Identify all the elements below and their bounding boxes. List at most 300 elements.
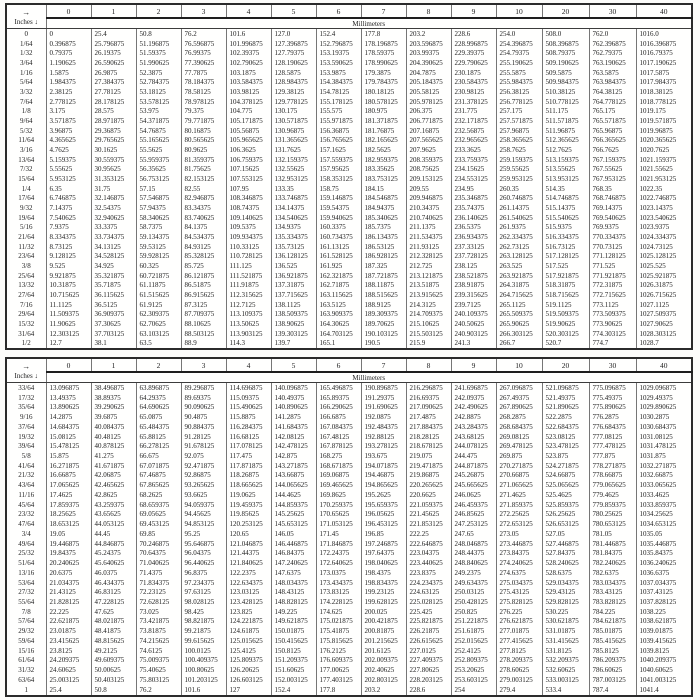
mm-value-cell: 20.6375	[46, 568, 91, 578]
mm-value-cell: 106.3625	[226, 145, 271, 155]
mm-value-cell: 236.934375	[451, 232, 496, 242]
mm-value-cell: 138.90625	[271, 319, 316, 329]
mm-value-cell: 211.93125	[406, 242, 451, 252]
mm-value-cell: 22.621875	[46, 617, 91, 627]
mm-value-cell: 85.725	[181, 261, 226, 271]
column-header-inches: 30	[589, 4, 636, 18]
table-row	[6, 271, 692, 281]
mm-value-cell: 163.5125	[316, 300, 361, 310]
mm-value-cell: 261.9375	[496, 222, 542, 232]
inch-fraction-label: 1/32	[20, 49, 33, 58]
mm-value-cell: 156.765625	[316, 135, 361, 145]
mm-value-cell: 175.41875	[316, 626, 361, 636]
mm-value-cell: 233.759375	[451, 155, 496, 165]
mm-value-cell: 769.14375	[589, 203, 636, 213]
mm-value-cell: 778.271875	[589, 461, 636, 471]
mm-value-cell: 209.153125	[406, 174, 451, 184]
mm-value-cell: 1031.875	[636, 451, 692, 461]
mm-value-cell: 508.0	[542, 29, 589, 39]
mm-value-cell: 1025.921875	[636, 271, 692, 281]
mm-value-cell: 776.684375	[589, 422, 636, 432]
mm-value-cell: 198.834375	[361, 578, 406, 588]
mm-value-cell: 1029.49375	[636, 393, 692, 403]
mm-value-cell: 252.015625	[451, 636, 496, 646]
mm-value-cell: 94.059375	[181, 500, 226, 510]
mm-value-cell: 114.696875	[226, 383, 271, 393]
mm-value-cell: 769.540625	[589, 213, 636, 223]
mm-value-cell: 189.70625	[361, 319, 406, 329]
mm-value-cell: 1030.684375	[636, 422, 692, 432]
mm-value-cell: 185.340625	[361, 213, 406, 223]
mm-value-cell: 264.31875	[496, 280, 542, 290]
inch-fraction-label: 5/32	[20, 126, 33, 135]
mm-value-cell: 138.509375	[271, 309, 316, 319]
mm-value-cell: 195.659375	[361, 500, 406, 510]
mm-value-cell: 23.415625	[46, 636, 91, 646]
mm-value-cell: 1032.271875	[636, 461, 692, 471]
mm-value-cell: 109.934375	[226, 232, 271, 242]
mm-value-cell: 257.571875	[496, 116, 542, 126]
mm-value-cell: 1028.7	[636, 339, 692, 350]
mm-value-cell: 49.2125	[91, 646, 136, 656]
mm-value-cell: 137.715625	[271, 290, 316, 300]
mm-value-cell: 774.303125	[589, 329, 636, 339]
mm-value-cell: 251.221875	[451, 617, 496, 627]
mm-value-cell: 145.25625	[271, 510, 316, 520]
mm-value-cell: 27.384375	[91, 77, 136, 87]
mm-value-cell: 1017.190625	[636, 58, 692, 68]
mm-value-cell: 529.43125	[542, 587, 589, 597]
mm-value-cell: 13.890625	[46, 402, 91, 412]
mm-value-cell: 198.4375	[361, 568, 406, 578]
mm-value-cell: 79.375	[181, 106, 226, 116]
mm-value-cell: 9.525	[46, 261, 91, 271]
column-header-inches: 2	[136, 4, 181, 18]
mm-value-cell: 237.728125	[451, 251, 496, 261]
mm-value-cell: 1041.4	[636, 685, 692, 696]
mm-value-cell: 768.35	[589, 184, 636, 194]
table-row	[6, 402, 692, 412]
mm-value-cell: 225.425	[406, 607, 451, 617]
mm-value-cell: 104.378125	[226, 97, 271, 107]
mm-value-cell: 121.840625	[226, 558, 271, 568]
column-header-inches: 9	[451, 358, 496, 372]
mm-value-cell: 1028.303125	[636, 329, 692, 339]
mm-value-cell: 153.9875	[316, 68, 361, 78]
mm-value-cell: 174.625	[316, 607, 361, 617]
mm-value-cell: 1029.096875	[636, 383, 692, 393]
table-row	[6, 646, 692, 656]
table-row	[6, 48, 692, 58]
mm-value-cell: 1039.01875	[636, 626, 692, 636]
mm-value-cell: 270.66875	[496, 471, 542, 481]
mm-value-cell: 153.590625	[316, 58, 361, 68]
mm-value-cell: 6.35	[46, 184, 91, 194]
inch-fraction-label: 7/8	[21, 607, 31, 616]
mm-value-cell: 238.125	[451, 261, 496, 271]
mm-value-cell: 188.11875	[361, 280, 406, 290]
mm-value-cell: 1.190625	[46, 58, 91, 68]
table-row	[6, 587, 692, 597]
mm-value-cell: 520.7	[542, 339, 589, 350]
mm-value-cell: 138.1125	[271, 300, 316, 310]
mm-value-cell: 84.534375	[181, 232, 226, 242]
mm-value-cell: 1032.66875	[636, 471, 692, 481]
mm-value-cell: 772.715625	[589, 290, 636, 300]
mm-value-cell: 1017.984375	[636, 77, 692, 87]
mm-value-cell: 67.46875	[136, 471, 181, 481]
mm-value-cell: 92.075	[181, 451, 226, 461]
mm-value-cell: 268.2875	[496, 412, 542, 422]
millimeters-unit-label: Millimeters	[46, 372, 692, 383]
mm-value-cell: 241.696875	[451, 383, 496, 393]
mm-value-cell: 764.38125	[589, 87, 636, 97]
mm-value-cell: 200.421875	[361, 617, 406, 627]
mm-value-cell: 1019.96875	[636, 126, 692, 136]
mm-value-cell: 139.303125	[271, 329, 316, 339]
mm-value-cell: 132.159375	[271, 155, 316, 165]
mm-value-cell: 1027.509375	[636, 309, 692, 319]
inch-fraction-label: 23/32	[18, 510, 35, 519]
mm-value-cell: 155.575	[316, 106, 361, 116]
mm-value-cell: 41.275	[91, 451, 136, 461]
mm-value-cell: 71.4375	[136, 568, 181, 578]
mm-value-cell: 50.8	[91, 685, 136, 696]
table-row	[6, 510, 692, 520]
mm-value-cell: 783.828125	[589, 597, 636, 607]
mm-value-cell: 0.396875	[46, 39, 91, 49]
mm-value-cell: 527.05	[542, 529, 589, 539]
inch-fraction-label: 29/32	[18, 627, 35, 636]
mm-value-cell: 75.40625	[136, 665, 181, 675]
mm-value-cell: 42.8625	[91, 490, 136, 500]
mm-value-cell: 11.90625	[46, 319, 91, 329]
mm-value-cell: 87.3125	[181, 300, 226, 310]
mm-value-cell: 80.9625	[181, 145, 226, 155]
mm-value-cell: 31.353125	[91, 174, 136, 184]
mm-value-cell: 146.84375	[271, 548, 316, 558]
mm-value-cell: 1021.55625	[636, 164, 692, 174]
table-row	[6, 626, 692, 636]
mm-value-cell: 217.4875	[406, 412, 451, 422]
mm-value-cell: 24.60625	[46, 665, 91, 675]
inch-fraction-label: 41/64	[18, 461, 35, 470]
inch-fraction-label: 55/64	[18, 598, 35, 607]
table-row	[6, 329, 692, 339]
mm-value-cell: 1040.209375	[636, 656, 692, 666]
mm-value-cell: 127.79375	[271, 48, 316, 58]
mm-value-cell: 120.253125	[226, 519, 271, 529]
mm-value-cell: 187.325	[361, 261, 406, 271]
inch-fraction-label: 5/8	[21, 452, 31, 460]
mm-value-cell: 515.540625	[542, 213, 589, 223]
mm-value-cell: 269.08125	[496, 432, 542, 442]
mm-value-cell: 134.9375	[271, 222, 316, 232]
mm-value-cell: 214.3125	[406, 300, 451, 310]
mm-value-cell: 91.28125	[181, 432, 226, 442]
mm-value-cell: 86.915625	[181, 290, 226, 300]
mm-value-cell: 218.678125	[406, 441, 451, 451]
mm-value-cell: 229.790625	[451, 58, 496, 68]
mm-value-cell: 529.034375	[542, 578, 589, 588]
mm-value-cell: 99.21875	[181, 626, 226, 636]
mm-value-cell: 197.64375	[361, 548, 406, 558]
mm-value-cell: 164.703125	[316, 329, 361, 339]
mm-value-cell: 73.421875	[136, 617, 181, 627]
mm-value-cell: 767.159375	[589, 155, 636, 165]
mm-value-cell: 39.6875	[91, 412, 136, 422]
mm-value-cell: 177.8	[316, 685, 361, 696]
mm-value-cell: 67.865625	[136, 480, 181, 490]
mm-value-cell: 174.228125	[316, 597, 361, 607]
mm-value-cell: 781.05	[589, 529, 636, 539]
inch-fraction-label: 15/64	[18, 174, 35, 183]
mm-value-cell: 39.290625	[91, 402, 136, 412]
mm-value-cell: 113.109375	[226, 309, 271, 319]
mm-value-cell: 778.66875	[589, 471, 636, 481]
mm-value-cell: 202.803125	[361, 675, 406, 685]
mm-value-cell: 775.096875	[589, 383, 636, 393]
table-row	[6, 213, 692, 223]
mm-value-cell: 528.240625	[542, 558, 589, 568]
mm-value-cell: 230.1875	[451, 68, 496, 78]
mm-value-cell: 101.6	[181, 685, 226, 696]
inch-fraction-label: 43/64	[18, 481, 35, 490]
mm-value-cell: 783.43125	[589, 587, 636, 597]
column-header-inches: 8	[406, 358, 451, 372]
mm-value-cell: 244.078125	[451, 441, 496, 451]
mm-value-cell: 219.075	[406, 451, 451, 461]
mm-value-cell: 74.6125	[136, 646, 181, 656]
mm-value-cell: 177.8	[361, 29, 406, 39]
mm-value-cell: 1039.415625	[636, 636, 692, 646]
mm-value-cell: 228.203125	[406, 675, 451, 685]
mm-value-cell: 40.48125	[91, 432, 136, 442]
mm-value-cell: 25.4	[91, 29, 136, 39]
mm-value-cell: 261.14375	[496, 203, 542, 213]
mm-value-cell: 93.6625	[181, 490, 226, 500]
mm-value-cell: 44.45	[91, 529, 136, 539]
mm-value-cell: 1039.8125	[636, 646, 692, 656]
mm-value-cell: 123.03125	[226, 587, 271, 597]
inch-fraction-label: 9/32	[20, 203, 33, 212]
mm-value-cell: 773.509375	[589, 309, 636, 319]
inch-fraction-label: 53/64	[18, 578, 35, 587]
mm-value-cell: 61.515625	[136, 290, 181, 300]
inch-fraction-label: 57/64	[18, 617, 35, 626]
mm-value-cell: 154.384375	[316, 77, 361, 87]
mm-value-cell: 279.003125	[496, 675, 542, 685]
mm-value-cell: 22.225	[46, 607, 91, 617]
mm-value-cell: 253.603125	[451, 675, 496, 685]
mm-value-cell: 148.828125	[271, 597, 316, 607]
mm-value-cell: 118.26875	[226, 471, 271, 481]
mm-value-cell: 216.296875	[406, 383, 451, 393]
mm-value-cell: 194.071875	[361, 461, 406, 471]
mm-value-cell: 88.9	[181, 339, 226, 350]
mm-value-cell: 71.040625	[136, 558, 181, 568]
mm-value-cell: 173.434375	[316, 578, 361, 588]
mm-value-cell: 193.278125	[361, 441, 406, 451]
mm-value-cell: 514.35	[542, 184, 589, 194]
mm-value-cell: 18.653125	[46, 519, 91, 529]
mm-value-cell: 141.684375	[271, 422, 316, 432]
mm-value-cell: 519.90625	[542, 319, 589, 329]
mm-value-cell: 240.50625	[451, 319, 496, 329]
mm-value-cell: 1041.003125	[636, 675, 692, 685]
mm-value-cell: 238.521875	[451, 271, 496, 281]
mm-value-cell: 163.115625	[316, 290, 361, 300]
mm-value-cell: 784.621875	[589, 617, 636, 627]
mm-value-cell: 779.065625	[589, 480, 636, 490]
mm-value-cell: 246.85625	[451, 510, 496, 520]
inch-fraction-label: 23/64	[18, 252, 35, 261]
mm-value-cell: 21.43125	[46, 587, 91, 597]
inch-fraction-label: 19/32	[18, 432, 35, 441]
mm-value-cell: 771.128125	[589, 251, 636, 261]
mm-value-cell: 512.7625	[542, 145, 589, 155]
mm-value-cell: 107.15625	[226, 164, 271, 174]
mm-value-cell: 8.73125	[46, 242, 91, 252]
mm-value-cell: 47.625	[91, 607, 136, 617]
mm-value-cell: 115.490625	[226, 402, 271, 412]
mm-value-cell: 14.684375	[46, 422, 91, 432]
mm-value-cell: 193.675	[361, 451, 406, 461]
mm-value-cell: 230.584375	[451, 77, 496, 87]
mm-value-cell: 146.05	[271, 529, 316, 539]
mm-value-cell: 212.725	[406, 261, 451, 271]
mm-value-cell: 221.853125	[406, 519, 451, 529]
mm-value-cell: 110.728125	[226, 251, 271, 261]
mm-value-cell: 97.63125	[181, 587, 226, 597]
column-header-inches: 40	[636, 358, 692, 372]
mm-value-cell: 767.953125	[589, 174, 636, 184]
mm-value-cell: 772.31875	[589, 280, 636, 290]
mm-value-cell: 1020.365625	[636, 135, 692, 145]
mm-value-cell: 1031.08125	[636, 432, 692, 442]
mm-value-cell: 226.21875	[406, 626, 451, 636]
mm-value-cell: 203.99375	[406, 48, 451, 58]
mm-value-cell: 61.11875	[136, 280, 181, 290]
inch-fraction-label: 37/64	[18, 422, 35, 431]
table-row	[6, 290, 692, 300]
mm-value-cell: 194.865625	[361, 480, 406, 490]
mm-value-cell: 517.921875	[542, 271, 589, 281]
mm-value-cell: 162.71875	[316, 280, 361, 290]
mm-value-cell: 75.803125	[136, 675, 181, 685]
mm-value-cell: 531.8125	[542, 646, 589, 656]
mm-value-cell: 513.953125	[542, 174, 589, 184]
mm-value-cell: 201.6125	[361, 646, 406, 656]
column-header-row	[6, 358, 692, 372]
mm-value-cell: 1023.540625	[636, 213, 692, 223]
mm-value-cell: 521.890625	[542, 402, 589, 412]
mm-value-cell: 787.4	[589, 685, 636, 696]
mm-value-cell: 170.259375	[316, 500, 361, 510]
mm-value-cell: 254.396875	[496, 39, 542, 49]
mm-value-cell: 131.7625	[271, 145, 316, 155]
mm-value-cell: 79.771875	[181, 116, 226, 126]
mm-value-cell: 180.975	[361, 106, 406, 116]
mm-value-cell: 219.471875	[406, 461, 451, 471]
mm-value-cell: 140.890625	[271, 402, 316, 412]
mm-value-cell: 167.48125	[316, 432, 361, 442]
mm-value-cell: 82.153125	[181, 174, 226, 184]
mm-value-cell: 92.471875	[181, 461, 226, 471]
mm-value-cell: 126.20625	[226, 665, 271, 675]
mm-value-cell: 63.896875	[136, 383, 181, 393]
column-header-inches: 5	[271, 358, 316, 372]
mm-value-cell: 205.58125	[406, 87, 451, 97]
mm-value-cell: 71.834375	[136, 578, 181, 588]
mm-value-cell: 785.01875	[589, 626, 636, 636]
mm-value-cell: 134.540625	[271, 213, 316, 223]
mm-value-cell: 249.634375	[451, 578, 496, 588]
mm-value-cell: 86.51875	[181, 280, 226, 290]
mm-value-cell: 143.271875	[271, 461, 316, 471]
mm-value-cell: 775.890625	[589, 402, 636, 412]
mm-value-cell: 65.0875	[136, 412, 181, 422]
table-row	[6, 636, 692, 646]
mm-value-cell: 211.534375	[406, 232, 451, 242]
mm-value-cell: 781.84375	[589, 548, 636, 558]
inch-fraction-label: 25/64	[18, 271, 35, 280]
mm-value-cell: 90.4875	[181, 412, 226, 422]
mm-value-cell: 2.778125	[46, 97, 91, 107]
table-row	[6, 578, 692, 588]
inch-fraction-label: 61/64	[18, 656, 35, 665]
mm-value-cell: 1017.5875	[636, 68, 692, 78]
mm-value-cell: 279.4	[496, 685, 542, 696]
mm-value-cell: 1036.6375	[636, 568, 692, 578]
mm-value-cell: 26.590625	[91, 58, 136, 68]
mm-value-cell: 1031.478125	[636, 441, 692, 451]
table-row	[6, 97, 692, 107]
mm-value-cell: 532.60625	[542, 665, 589, 675]
inch-fraction-label: 27/32	[18, 588, 35, 597]
mm-value-cell: 265.90625	[496, 319, 542, 329]
mm-value-cell: 17.859375	[46, 500, 91, 510]
mm-value-cell: 145.653125	[271, 519, 316, 529]
table-row	[6, 529, 692, 539]
mm-value-cell: 129.778125	[271, 97, 316, 107]
mm-value-cell: 763.984375	[589, 77, 636, 87]
mm-value-cell: 190.5	[361, 339, 406, 350]
mm-value-cell: 1036.240625	[636, 558, 692, 568]
mm-value-cell: 773.1125	[589, 300, 636, 310]
mm-value-cell: 1023.9375	[636, 222, 692, 232]
inch-fraction-label: 47/64	[18, 520, 35, 529]
mm-value-cell: 233.3625	[451, 145, 496, 155]
mm-value-cell: 275.034375	[496, 578, 542, 588]
inch-fraction-label: 19/64	[18, 213, 35, 222]
table-row	[6, 490, 692, 500]
mm-value-cell: 96.440625	[181, 558, 226, 568]
column-header-inches: 3	[181, 358, 226, 372]
mm-value-cell: 245.26875	[451, 471, 496, 481]
mm-value-cell: 78.978125	[181, 97, 226, 107]
table-row	[6, 607, 692, 617]
mm-value-cell: 190.103125	[361, 329, 406, 339]
mm-value-cell: 108.346875	[226, 193, 271, 203]
mm-value-cell: 57.15	[136, 184, 181, 194]
mm-value-cell: 204.7875	[406, 68, 451, 78]
table-row	[6, 184, 692, 194]
mm-value-cell: 774.7	[589, 339, 636, 350]
mm-value-cell: 1024.73125	[636, 242, 692, 252]
mm-value-cell: 136.128125	[271, 251, 316, 261]
column-header-inches: 9	[451, 4, 496, 18]
